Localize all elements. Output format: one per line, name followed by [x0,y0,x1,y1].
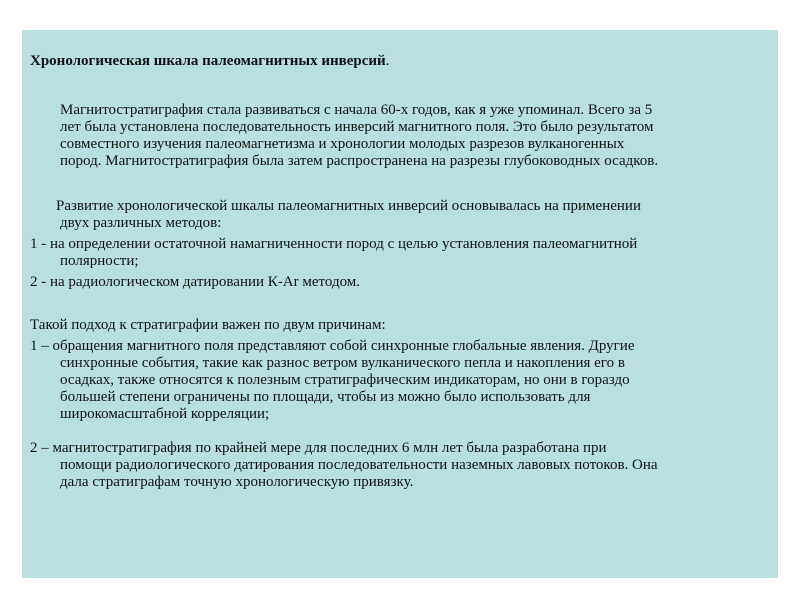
text-line: помощи радиологического датирования последовательности наземных лавовых потоков. Она [60,457,658,473]
text-line: осадках, также относятся к полезным стратиграфическим индикаторам, но они в гораздо [60,372,630,388]
text-line: 2 – магнитостратиграфия по крайней мере для последних 6 млн лет была разработана при [30,440,607,456]
text-line: Развитие хронологической шкалы палеомагнитных инверсий основывалась на применении [56,198,641,214]
text-line: 2 - на радиологическом датировании К-Ar методом. [30,274,361,290]
text-line: двух различных методов: [60,215,222,231]
text-line: пород. Магнитостратиграфия была затем распространена на разрезы глубоководных осадков. [60,153,659,169]
slide-title [30,53,389,70]
text-line: дала стратиграфам точную хронологическую привязку. [60,474,414,490]
text-line: полярности; [60,253,139,269]
text-line: синхронные события, такие как разнос ветром вулканического пепла и накопления его в [60,355,625,371]
text-line: совместного изучения палеомагнетизма и хронологии молодых разрезов вулканогенных [60,136,625,152]
text-line: лет была установлена последовательность инверсий магнитного поля. Это было результатом [60,119,654,135]
title-period: . [385,53,390,69]
text-line: широкомасштабной корреляции; [60,406,270,422]
slide [22,30,778,578]
text-line: большей степени ограничены по площади, чтобы из можно было использовать для [60,389,591,405]
text-line: Магнитостратиграфия стала развиваться с начала 60-х годов, как я уже упоминал. Всего за 5 [60,102,653,118]
text-line: Такой подход к стратиграфии важен по двум причинам: [30,317,386,333]
text-line: 1 - на определении остаточной намагниченности пород с целью установления палеомагнитной [30,236,638,252]
title-text: Хронологическая шкала палеомагнитных инверсий [30,53,386,69]
text-line: 1 – обращения магнитного поля представляют собой синхронные глобальные явления. Другие [30,338,635,354]
